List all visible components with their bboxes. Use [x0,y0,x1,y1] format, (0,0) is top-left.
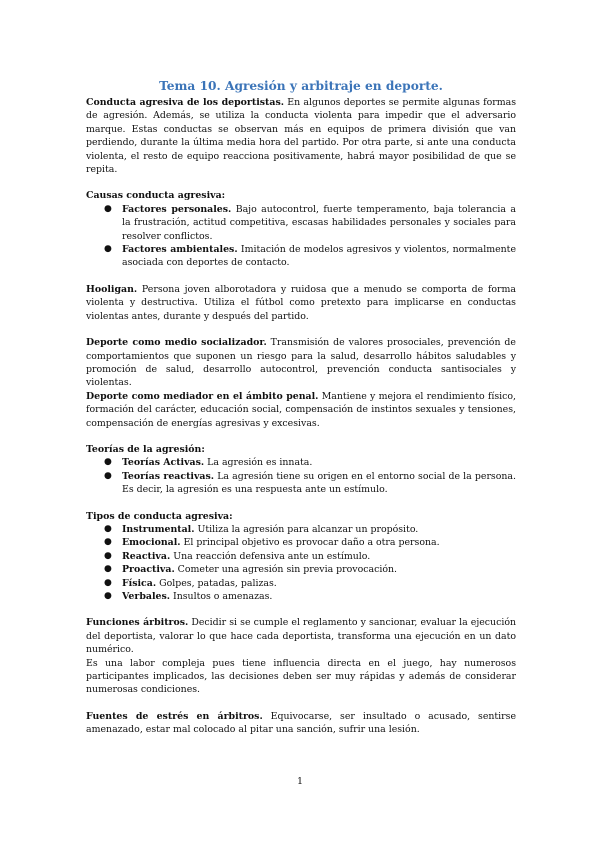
list-item-term: Factores ambientales. [122,244,238,256]
list-item-text: Insultos o amenazas. [170,591,273,602]
list-item-text: Cometer una agresión sin previa provocación. [174,564,397,576]
bullet-icon: ● [104,470,112,481]
list-item [86,456,516,469]
list-item-text: Bajo autocontrol, fuerte temperamento, baja tolerancia a la frustración, actitud competitiva, escasas habilidades personales y sociales para resolver conflictos. [122,203,516,242]
list-item-term: Factores personales. [122,203,232,215]
list-item-term: Emocional. [122,537,181,549]
list-item [86,203,516,243]
list-item-term: Proactiva. [122,564,175,576]
list-item-text: La agresión es innata. [204,457,313,469]
mediador-text: Mantiene y mejora el rendimiento físico, formación del carácter, educación social, compensación de instintos sexuales y tensiones, compensación de energías agresivas y excesivas. [86,390,516,429]
deporte-paragraph [86,336,516,390]
list-item [86,536,516,549]
list-item-term: Instrumental. [122,523,195,535]
list-item-term: Teorías Activas. [122,457,205,469]
list-item-term: Verbales. [122,591,171,602]
bullet-icon: ● [104,550,112,561]
bullet-icon: ● [104,203,112,214]
list-item-term: Física. [122,577,157,589]
bullet-icon: ● [104,244,112,255]
page-title: Tema 10. Agresión y arbitraje en deporte. [159,79,443,93]
list-item-text: Golpes, patadas, palizas. [156,577,277,589]
bullet-icon: ● [104,564,112,575]
hooligan-paragraph [86,283,516,323]
funciones-term: Funciones árbitros. [86,617,189,629]
bullet-icon: ● [104,457,112,468]
funciones-text: Decidir si se cumple el reglamento y sancionar, evaluar la ejecución del deportista, valorar lo que hace cada deportista, transforma una ejecución en un dato numérico. [86,617,516,656]
conducta-term: Conducta agresiva de los deportistas. [86,97,284,108]
list-item [86,550,516,563]
conducta-text: En algunos deportes se permite algunas formas de agresión. Además, se utiliza la conducta violenta para impedir que el adversario marque. Estas conductas se observan más en equipos de primera división que van perdiendo, durante la última media hora del partido. Por otra parte, si ante una conducta violenta, el resto de equipo reacciona positivamente, habrá mayor posibilidad de que se repita. [86,97,516,176]
list-item [86,523,516,536]
list-item-term: Teorías reactivas. [122,470,215,482]
bullet-icon: ● [104,591,112,601]
funciones-paragraph [86,616,516,656]
causas-heading: Causas conducta agresiva: [86,190,226,202]
mediador-term: Deporte como mediador en el ámbito penal. [86,390,319,402]
list-item [86,577,516,590]
page-number: 1 [296,776,304,787]
teorias-list [86,456,516,496]
hooligan-text: Persona joven alborotadora y ruidosa que a menudo se comporta de forma violenta y destructiva. Utiliza el fútbol como pretexto para implicarse en conductas violentas antes, durante y después del partido. [86,283,516,322]
list-item-text: El principal objetivo es provocar daño a otra persona. [180,537,440,549]
estres-paragraph [86,710,516,737]
bullet-icon: ● [104,577,112,588]
deporte-term: Deporte como medio socializador. [86,337,267,349]
list-item-text: La agresión tiene su origen en el entorno social de la persona. Es decir, la agresión es una respuesta ante un estímulo. [122,470,516,496]
list-item [86,563,516,576]
funciones-paragraph-2: Es una labor compleja pues tiene influencia directa en el juego, hay numerosos participantes implicados, las decisiones deben ser muy rápidas y además de considerar numerosas condiciones. [86,657,516,696]
list-item [86,590,516,603]
list-item-term: Reactiva. [122,550,171,562]
hooligan-term: Hooligan. [86,283,138,295]
list-item [86,243,516,270]
bullet-icon: ● [104,537,112,548]
tipos-list [86,523,516,603]
deporte-text: Transmisión de valores prosociales, prevención de comportamientos que suponen un riesgo para la salud, desarrollo hábitos saludables y promoción de salud, desarrollo autocontrol, prevención conducta santisociales y violentas. [86,337,516,389]
conducta-paragraph [86,96,516,176]
mediador-paragraph [86,390,516,430]
list-item-text: Una reacción defensiva ante un estímulo. [170,550,371,562]
tipos-heading: Tipos de conducta agresiva: [86,510,233,522]
list-item-text: Imitación de modelos agresivos y violentos, normalmente asociada con deportes de contacto. [122,244,516,269]
list-item [86,470,516,497]
causas-list [86,203,516,270]
list-item-text: Utiliza la agresión para alcanzar un propósito. [194,523,419,535]
bullet-icon: ● [104,523,112,534]
teorias-heading: Teorías de la agresión: [86,443,205,455]
page-content [86,79,516,737]
estres-term: Fuentes de estrés en árbitros. [86,710,263,722]
estres-text: Equivocarse, ser insultado o acusado, sentirse amenazado, estar mal colocado al pitar una sanción, sufrir una lesión. [86,710,517,736]
